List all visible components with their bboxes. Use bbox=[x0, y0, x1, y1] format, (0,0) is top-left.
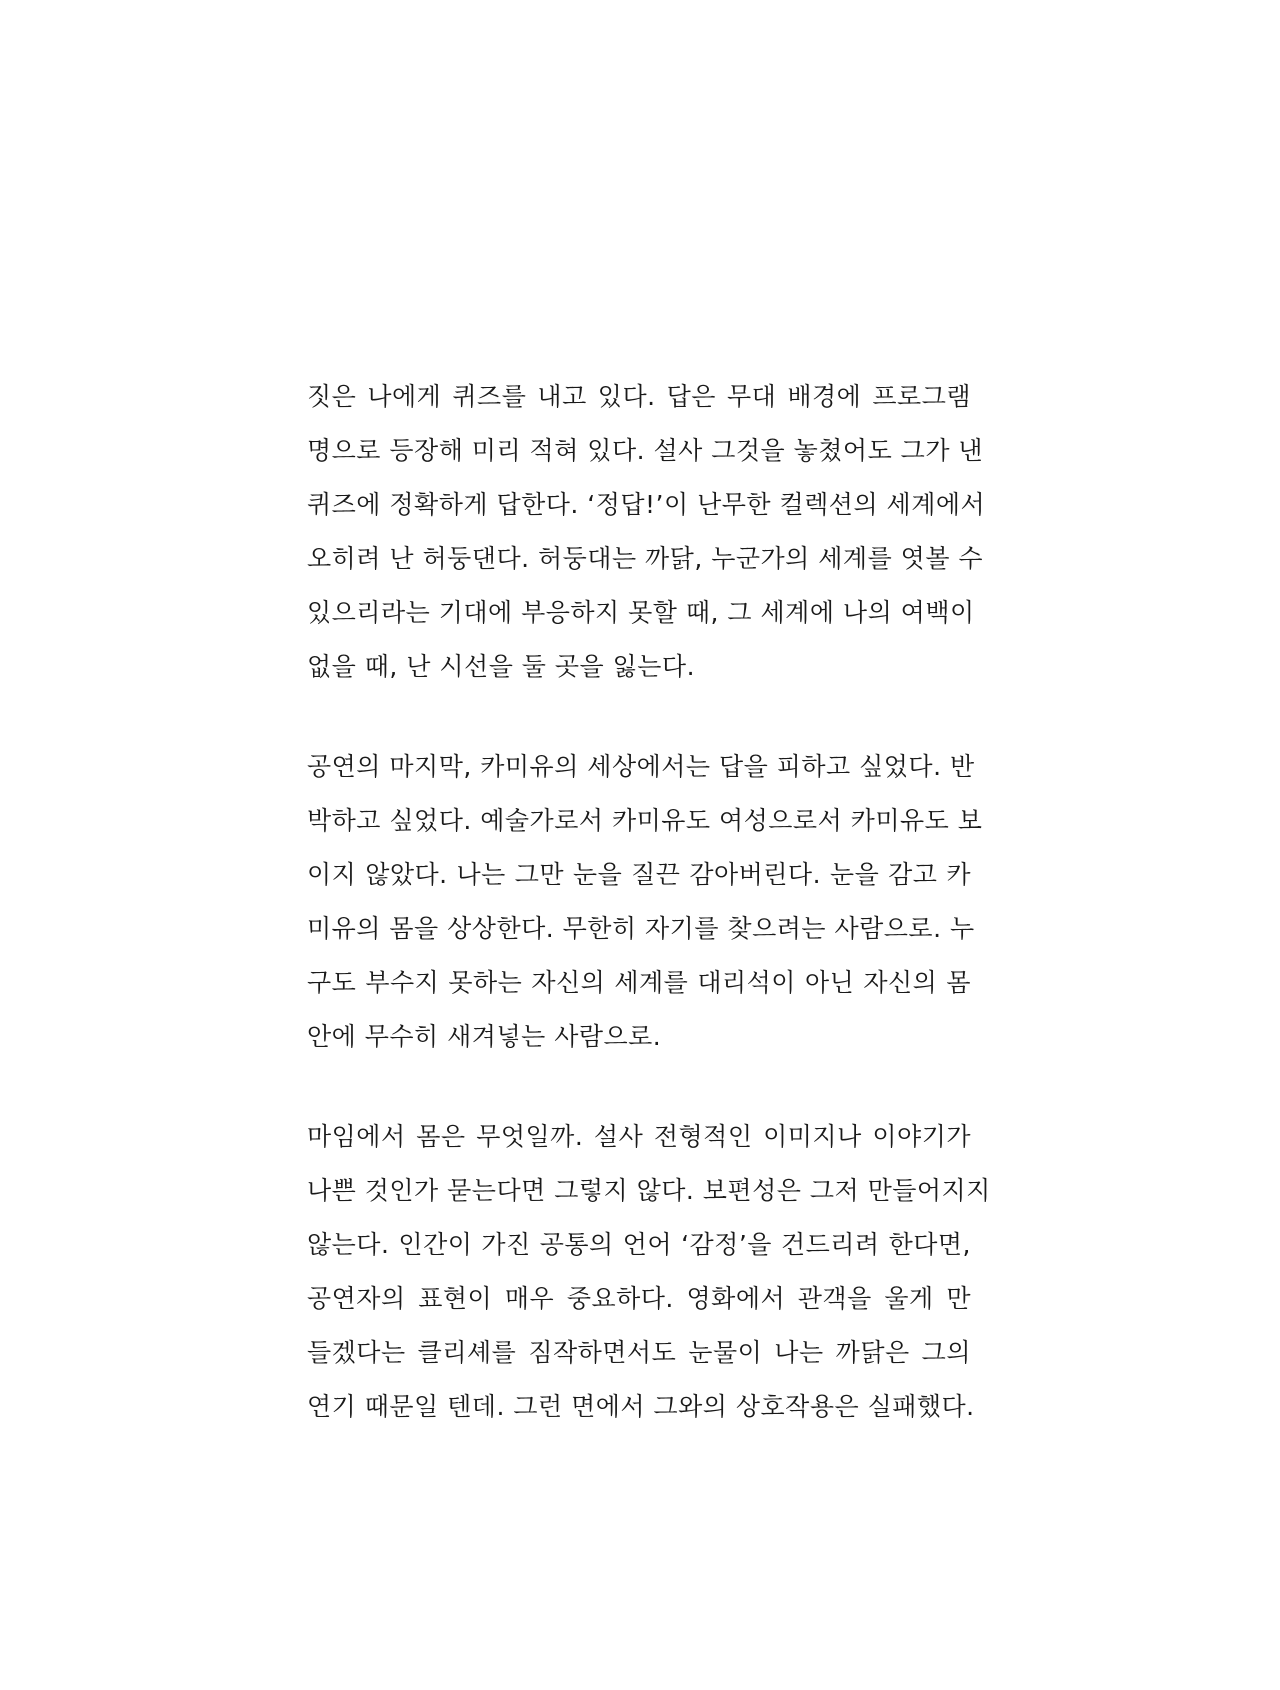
text-line: 않는다. 인간이 가진 공통의 언어 ‘감정’을 건드리려 한다면, bbox=[307, 1230, 971, 1259]
paragraph-2 bbox=[307, 740, 983, 1064]
text-line: 마임에서 몸은 무엇일까. 설사 전형적인 이미지나 이야기가 bbox=[307, 1122, 971, 1151]
text-line: 나쁜 것인가 묻는다면 그렇지 않다. 보편성은 그저 만들어지지 bbox=[307, 1176, 991, 1205]
text-line: 있으리라는 기대에 부응하지 못할 때, 그 세계에 나의 여백이 bbox=[307, 598, 975, 627]
text-line: 구도 부수지 못하는 자신의 세계를 대리석이 아닌 자신의 몸 bbox=[307, 968, 971, 997]
text-line: 짓은 나에게 퀴즈를 내고 있다. 답은 무대 배경에 프로그램 bbox=[307, 382, 971, 411]
text-line: 공연자의 표현이 매우 중요하다. 영화에서 관객을 울게 만 bbox=[307, 1284, 971, 1313]
text-line: 안에 무수히 새겨넣는 사람으로. bbox=[307, 1022, 662, 1051]
paragraph-3 bbox=[307, 1110, 991, 1434]
text-line: 미유의 몸을 상상한다. 무한히 자기를 찾으려는 사람으로. 누 bbox=[307, 914, 975, 943]
text-line: 공연의 마지막, 카미유의 세상에서는 답을 피하고 싶었다. 반 bbox=[307, 752, 975, 781]
text-line: 퀴즈에 정확하게 답한다. ‘정답!’이 난무한 컬렉션의 세계에서 bbox=[307, 490, 986, 519]
text-line: 박하고 싶었다. 예술가로서 카미유도 여성으로서 카미유도 보 bbox=[307, 806, 983, 835]
text-line: 없을 때, 난 시선을 둘 곳을 잃는다. bbox=[307, 652, 696, 681]
text-line: 이지 않았다. 나는 그만 눈을 질끈 감아버린다. 눈을 감고 카 bbox=[307, 860, 971, 889]
text-line: 명으로 등장해 미리 적혀 있다. 설사 그것을 놓쳤어도 그가 낸 bbox=[307, 436, 984, 465]
text-line: 연기 때문일 텐데. 그런 면에서 그와의 상호작용은 실패했다. bbox=[307, 1392, 975, 1421]
body-text bbox=[307, 370, 991, 1480]
text-line: 오히려 난 허둥댄다. 허둥대는 까닭, 누군가의 세계를 엿볼 수 bbox=[307, 544, 984, 573]
paragraph-1 bbox=[307, 370, 986, 694]
text-line: 들겠다는 클리셰를 짐작하면서도 눈물이 나는 까닭은 그의 bbox=[307, 1338, 971, 1367]
